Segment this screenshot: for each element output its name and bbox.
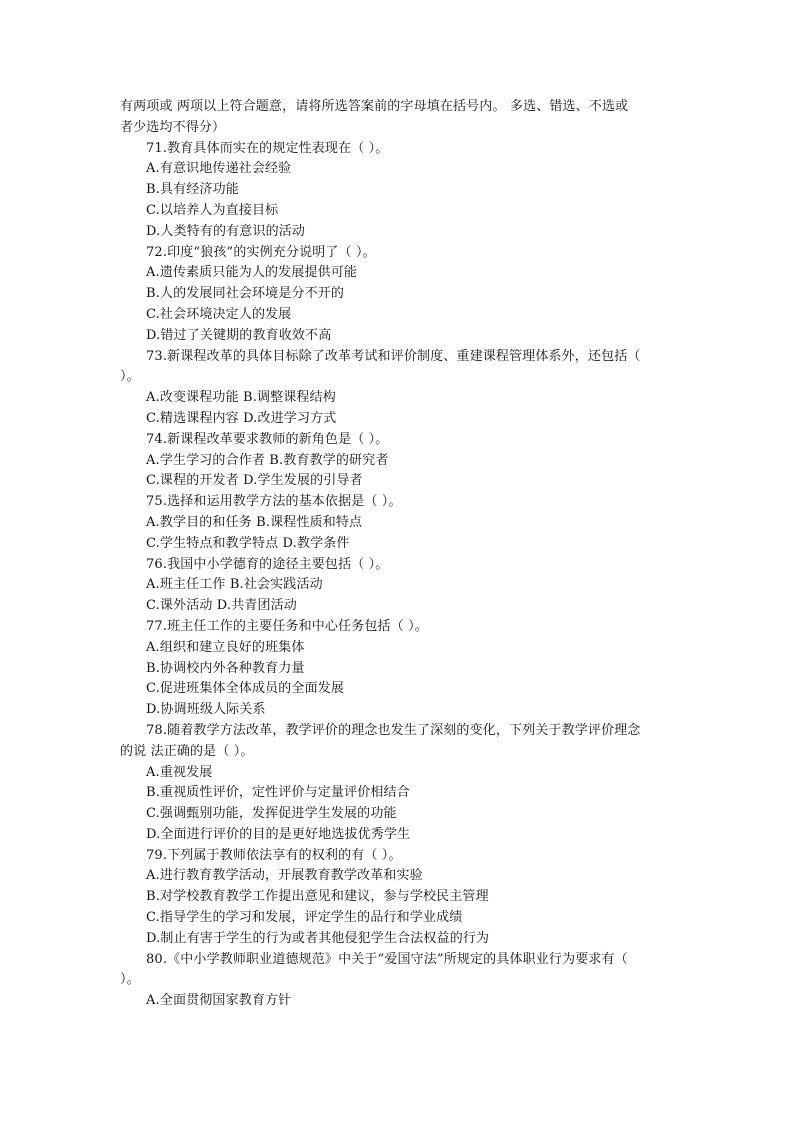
option-72-d: D.错过了关键期的教育收效不高 (146, 327, 332, 343)
option-71-a: A.有意识地传递社会经验 (146, 161, 292, 177)
option-79-b: B.对学校教育教学工作提出意见和建议，参与学校民主管理 (146, 889, 489, 905)
option-79-a: A.进行教育教学活动，开展教育教学改革和实验 (146, 868, 423, 884)
option-74-ab: A.学生学习的合作者 B.教育教学的研究者 (146, 452, 389, 468)
question-stem-72: 72.印度“狼孩”的实例充分说明了（ ）。 (146, 244, 376, 260)
question-stem-75: 75.选择和运用教学方法的基本依据是（ ）。 (146, 494, 402, 510)
question-stem-79: 79.下列属于教师依法享有的权利的有（ ）。 (146, 847, 402, 863)
option-77-d: D.协调班级人际关系 (146, 702, 266, 718)
option-72-c: C.社会环境决定人的发展 (146, 306, 292, 322)
question-stem-74: 74.新课程改革要求教师的新角色是（ ）。 (146, 431, 389, 447)
option-79-c: C.指导学生的学习和发展，评定学生的品行和学业成绩 (146, 910, 463, 926)
option-79-d: D.制止有害于学生的行为或者其他侵犯学生合法权益的行为 (146, 930, 490, 946)
option-76-ab: A.班主任工作 B.社会实践活动 (146, 577, 323, 593)
option-78-c: C.强调甄别功能，发挥促进学生发展的功能 (146, 806, 397, 822)
option-71-d: D.人类特有的有意识的活动 (146, 223, 306, 239)
question-stem-73: 73.新课程改革的具体目标除了改革考试和评价制度、重建课程管理体系外，还包括（ (146, 348, 641, 364)
option-74-cd: C.课程的开发者 D.学生发展的引导者 (146, 473, 363, 489)
option-78-b: B.重视质性评价，定性评价与定量评价相结合 (146, 785, 410, 801)
option-75-ab: A.教学目的和任务 B.课程性质和特点 (146, 514, 363, 530)
question-stem-78-cont: 的说 法正确的是（ ）。 (120, 743, 254, 759)
question-stem-76: 76.我国中小学德育的途径主要包括（ ）。 (146, 556, 389, 572)
option-80-a: A.全面贯彻国家教育方针 (146, 993, 292, 1009)
option-71-b: B.具有经济功能 (146, 182, 239, 198)
question-stem-73-cont: ）。 (120, 369, 140, 385)
option-75-cd: C.学生特点和教学特点 D.教学条件 (146, 535, 350, 551)
intro-line: 者少选均不得分） (120, 119, 226, 135)
option-73-ab: A.改变课程功能 B.调整课程结构 (146, 390, 336, 406)
option-78-a: A.重视发展 (146, 764, 213, 780)
intro-line: 有两项或 两项以上符合题意，请将所选答案前的字母填在括号内。 多选、错选、不选或 (120, 99, 629, 114)
option-77-b: B.协调校内外各种教育力量 (146, 660, 305, 676)
option-71-c: C.以培养人为直接目标 (146, 202, 279, 218)
option-72-a: A.遗传素质只能为人的发展提供可能 (146, 265, 358, 281)
option-76-cd: C.课外活动 D.共青团活动 (146, 598, 297, 614)
option-78-d: D.全面进行评价的目的是更好地选拔优秀学生 (146, 826, 411, 842)
question-stem-77: 77.班主任工作的主要任务和中心任务包括（ ）。 (146, 618, 428, 634)
option-77-c: C.促进班集体全体成员的全面发展 (146, 681, 345, 697)
question-stem-80: 80.《中小学教师职业道德规范》中关于“爱国守法”所规定的具体职业行为要求有（ (146, 951, 628, 967)
question-stem-71: 71.教育具体而实在的规定性表现在（ ）。 (146, 140, 389, 156)
question-list (120, 97, 680, 1012)
question-stem-78: 78.随着教学方法改革，教学评价的理念也发生了深刻的变化，下列关于教学评价理念 (146, 722, 641, 738)
option-77-a: A.组织和建立良好的班集体 (146, 639, 305, 655)
option-73-cd: C.精选课程内容 D.改进学习方式 (146, 410, 337, 426)
question-stem-80-cont: ）。 (120, 972, 140, 988)
option-72-b: B.人的发展同社会环境是分不开的 (146, 286, 345, 302)
